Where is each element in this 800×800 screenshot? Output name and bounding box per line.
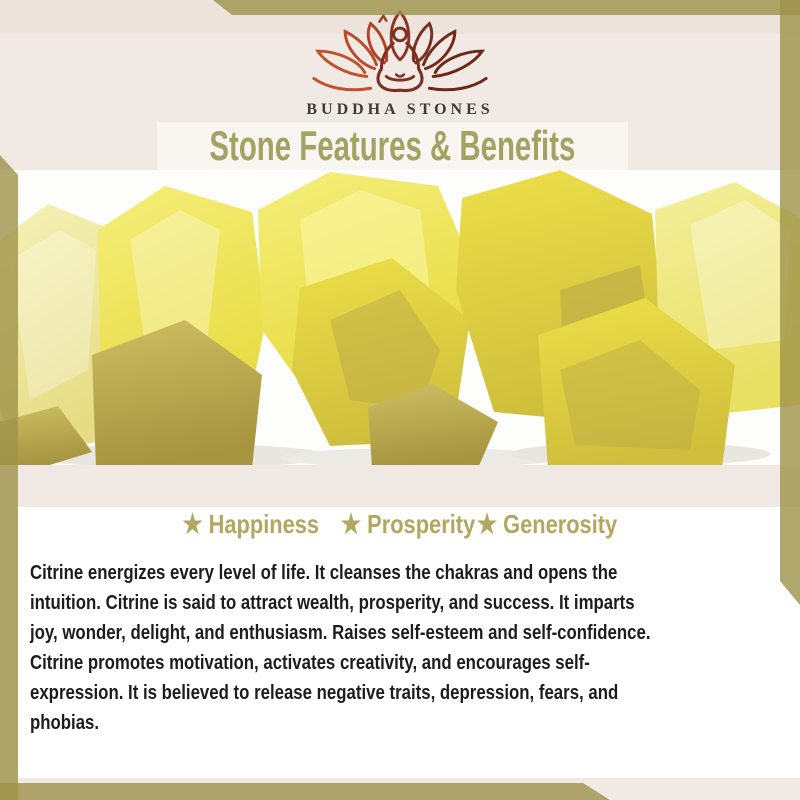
stone-description: [30, 558, 790, 738]
title-band: [157, 122, 628, 170]
benefit-item: [341, 509, 475, 540]
benefit-item: [183, 509, 320, 540]
frame-strip-right: [780, 0, 800, 605]
brand-name: BUDDHA STONES: [306, 101, 494, 118]
benefit-item: [477, 509, 617, 540]
lotus-meditation-icon: [302, 6, 498, 100]
benefit-label: Happiness: [208, 509, 320, 539]
banner-row: [0, 465, 800, 507]
star-icon: ★: [477, 509, 498, 539]
description-line: expression. It is believed to release negative traits, depression, fears, and: [30, 682, 619, 704]
description-line: Citrine promotes motivation, activates creativity, and encourages self-: [30, 652, 590, 674]
frame-strip-bottom: [0, 783, 610, 800]
description-line: joy, wonder, delight, and enthusiasm. Raises self-esteem and self-confidence.: [30, 622, 651, 644]
star-icon: ★: [341, 509, 362, 539]
citrine-stones-photo: [0, 170, 800, 468]
frame-strip-left: [0, 155, 18, 800]
citrine-stones-illustration: [0, 170, 800, 468]
benefit-label: Generosity: [503, 509, 618, 539]
description-line: Citrine energizes every level of life. It cleanses the chakras and opens the: [30, 562, 618, 584]
star-icon: ★: [182, 509, 203, 539]
benefit-label: Prosperity: [367, 509, 476, 539]
brand-header: [0, 6, 800, 119]
benefits-line: [0, 509, 800, 540]
description-line: intuition. Citrine is said to attract wealth, prosperity, and success. It imparts: [30, 592, 635, 614]
description-line: phobias.: [30, 712, 100, 734]
page-title: Stone Features & Benefits: [209, 122, 576, 169]
